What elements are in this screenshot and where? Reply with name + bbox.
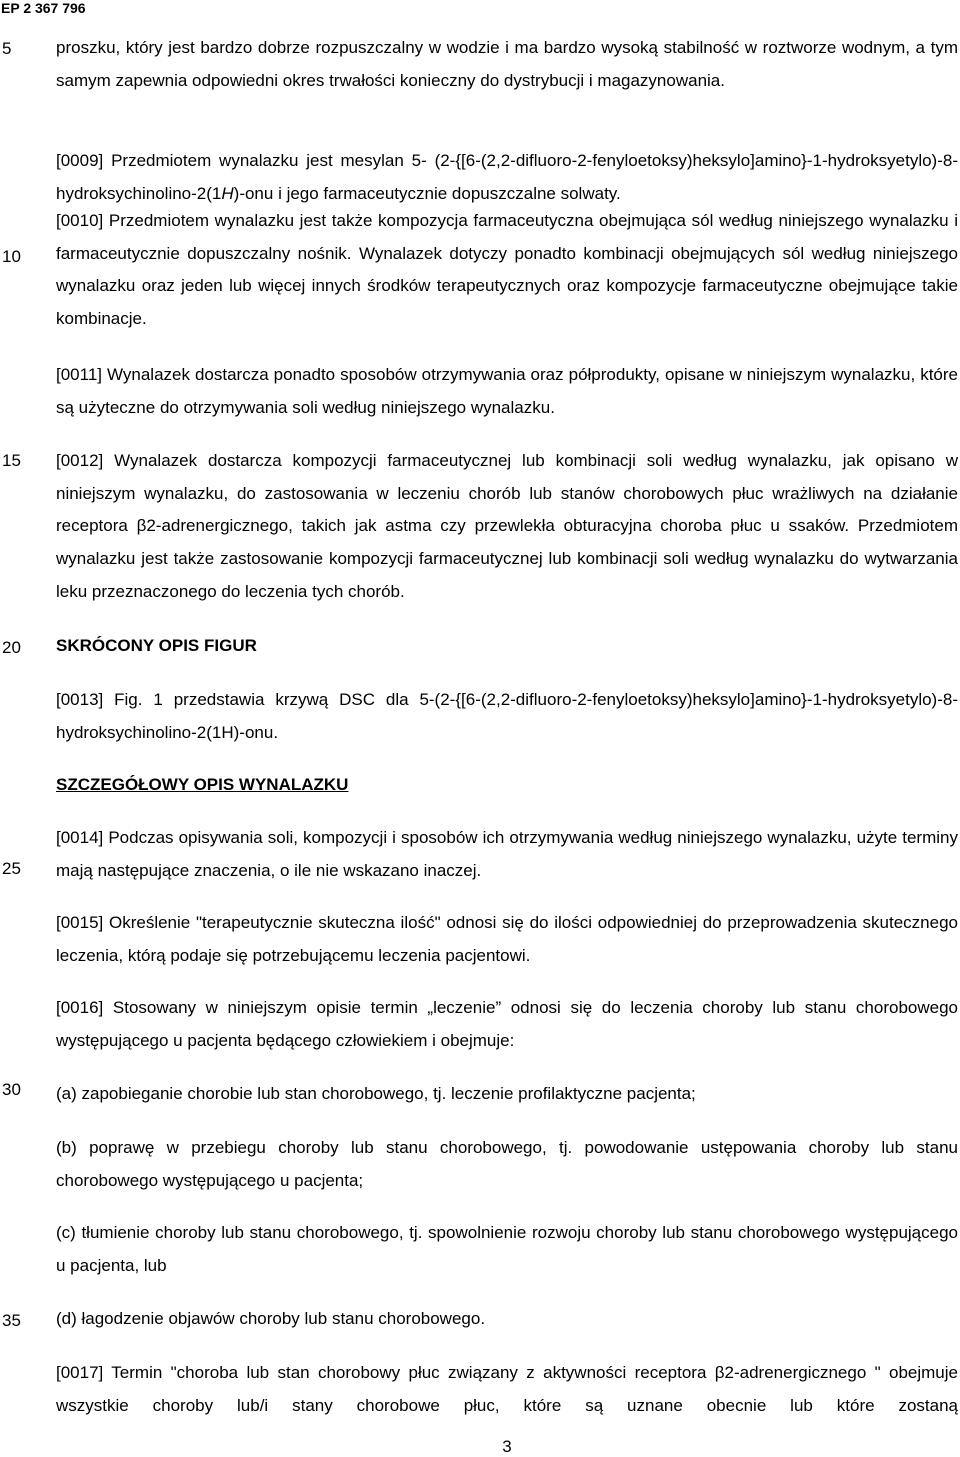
paragraph-0009-italic: H: [221, 183, 234, 203]
line-number-20: 20: [2, 638, 21, 657]
paragraph-0012: [0012] Wynalazek dostarcza kompozycji farmaceutycznej lub kombinacji soli według wynalazku, jak opisano w niniejszym wynalazku, do zastosowania w leczeniu chorób lub stanów chorobowych płuc wrażliwych na działanie receptora β2-adrenergicznego, takich jak astma czy przewlekła obturacyjna choroba płuc u ssaków. Przedmiotem wynalazku jest także zastosowanie kompozycji farmaceutycznej lub kombinacji soli według wynalazku do wytwarzania leku przeznaczonego do leczenia tych chorób.: [56, 451, 958, 601]
line-number-10: 10: [2, 247, 21, 266]
line-number-25: 25: [2, 859, 21, 878]
paragraph-intro: proszku, który jest bardzo dobrze rozpuszczalny w wodzie i ma bardzo wysoką stabilność w roztworze wodnym, a tym samym zapewnia odpowiedni okres trwałości konieczny do dystrybucji i magazynowania.: [56, 38, 958, 90]
paragraph-0009-text-b: )-onu i jego farmaceutycznie dopuszczalne solwaty.: [233, 183, 621, 203]
patent-number-header: EP 2 367 796: [1, 0, 86, 16]
line-number-30: 30: [2, 1080, 21, 1099]
line-number-5: 5: [2, 39, 12, 58]
section-heading-short-description: SKRÓCONY OPIS FIGUR: [56, 636, 257, 655]
paragraph-0009: [56, 145, 958, 210]
list-item-a: (a) zapobieganie chorobie lub stan chorobowego, tj. leczenie profilaktyczne pacjenta;: [56, 1084, 696, 1103]
list-item-c: (c) tłumienie choroby lub stanu chorobowego, tj. spowolnienie rozwoju choroby lub stanu chorobowego występującego u pacjenta, lub: [56, 1223, 958, 1275]
paragraph-0010: [0010] Przedmiotem wynalazku jest także kompozycja farmaceutyczna obejmująca sól według niniejszego wynalazku i farmaceutycznie dopuszczalny nośnik. Wynalazek dotyczy ponadto kombinacji obejmujących sól według niniejszego wynalazku oraz jeden lub więcej innych środków terapeutycznych oraz kompozycje farmaceutyczne obejmujące takie kombinacje.: [56, 211, 958, 329]
section-heading-detailed-description: SZCZEGÓŁOWY OPIS WYNALAZKU: [56, 775, 349, 794]
paragraph-0014: [0014] Podczas opisywania soli, kompozycji i sposobów ich otrzymywania według niniejszego wynalazku, użyte terminy mają następujące znaczenia, o ile nie wskazano inaczej.: [56, 828, 958, 880]
page-number: 3: [502, 1437, 512, 1456]
line-number-15: 15: [2, 451, 21, 470]
paragraph-0017: [0017] Termin "choroba lub stan chorobowy płuc związany z aktywności receptora β2-adrenergicznego " obejmuje wszystkie choroby lub/i stany chorobowe płuc, które są uznane obecnie lub które zostaną: [56, 1363, 958, 1415]
list-item-b: (b) poprawę w przebiegu choroby lub stanu chorobowego, tj. powodowanie ustępowania choroby lub stanu chorobowego występującego u pacjenta;: [56, 1138, 958, 1190]
paragraph-0009-text-a: [0009] Przedmiotem wynalazku jest mesylan 5- (2-{[6-(2,2-difluoro-2-fenyloetoksy)heksylo]amino}-1-hydroksyetylo)-8-hydroksychinolino-2(1: [56, 151, 958, 203]
paragraph-0011: [0011] Wynalazek dostarcza ponadto sposobów otrzymywania oraz półprodukty, opisane w niniejszym wynalazku, które są użyteczne do otrzymywania soli według niniejszego wynalazku.: [56, 365, 958, 417]
paragraph-0015: [0015] Określenie "terapeutycznie skuteczna ilość" odnosi się do ilości odpowiedniej do przeprowadzenia skutecznego leczenia, którą podaje się potrzebującemu leczenia pacjentowi.: [56, 913, 958, 965]
line-number-35: 35: [2, 1311, 21, 1330]
paragraph-0013: [0013] Fig. 1 przedstawia krzywą DSC dla 5-(2-{[6-(2,2-difluoro-2-fenyloetoksy)heksylo]amino}-1-hydroksyetylo)-8-hydroksychinolino-2(1H)-onu.: [56, 690, 958, 742]
list-item-d: (d) łagodzenie objawów choroby lub stanu chorobowego.: [56, 1309, 486, 1328]
paragraph-0016: [0016] Stosowany w niniejszym opisie termin „leczenie” odnosi się do leczenia choroby lub stanu chorobowego występującego u pacjenta będącego człowiekiem i obejmuje:: [56, 998, 958, 1050]
